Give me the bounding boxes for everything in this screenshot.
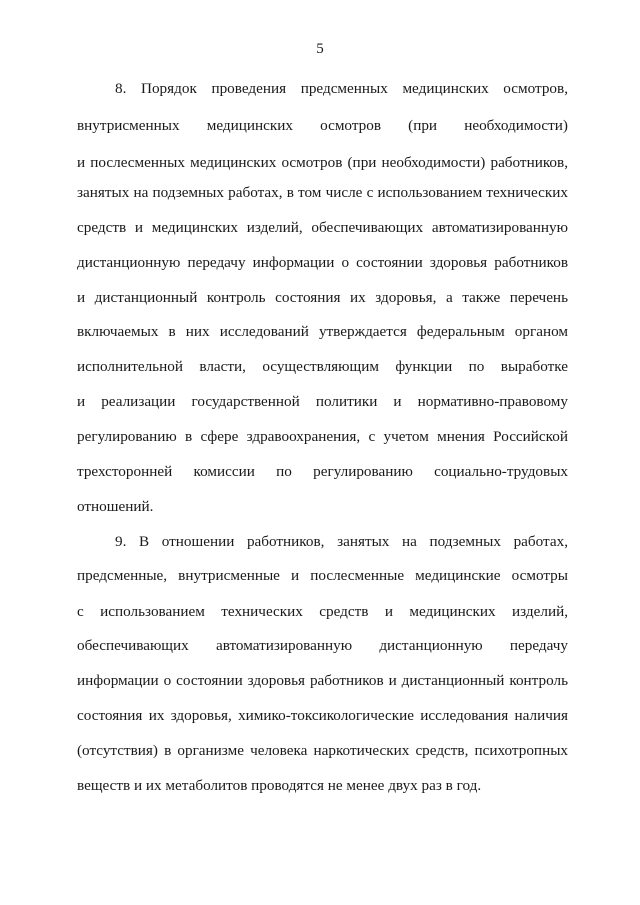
paragraph-line: исполнительной власти, осуществляющим функции по выработке: [77, 358, 568, 375]
paragraph-line: состояния их здоровья, химико-токсикологические исследования наличия: [77, 707, 568, 724]
paragraph-line: средств и медицинских изделий, обеспечивающих автоматизированную: [77, 219, 568, 236]
paragraph-line: занятых на подземных работах, в том числе с использованием технических: [77, 184, 568, 201]
paragraph-line: (отсутствия) в организме человека наркотических средств, психотропных: [77, 742, 568, 759]
page-number: 5: [316, 41, 324, 57]
paragraph-line: информации о состоянии здоровья работников и дистанционный контроль: [77, 672, 568, 689]
paragraph-line: внутрисменных медицинских осмотров (при необходимости): [77, 117, 568, 134]
paragraph-line: веществ и их метаболитов проводятся не менее двух раз в год.: [77, 777, 482, 794]
paragraph-line: регулированию в сфере здравоохранения, с учетом мнения Российской: [77, 428, 568, 445]
paragraph-line: включаемых в них исследований утверждается федеральным органом: [77, 323, 568, 340]
paragraph-line: обеспечивающих автоматизированную дистанционную передачу: [77, 637, 568, 654]
paragraph-line: отношений.: [77, 498, 154, 515]
paragraph-line: и дистанционный контроль состояния их здоровья, а также перечень: [77, 289, 568, 306]
paragraph-line: 9. В отношении работников, занятых на подземных работах,: [115, 533, 568, 550]
paragraph-line: и реализации государственной политики и нормативно-правовому: [77, 393, 568, 410]
paragraph-line: 8. Порядок проведения предсменных медицинских осмотров,: [115, 80, 568, 97]
paragraph-line: с использованием технических средств и медицинских изделий,: [77, 603, 568, 620]
paragraph-line: дистанционную передачу информации о состоянии здоровья работников: [77, 254, 568, 271]
paragraph-line: и послесменных медицинских осмотров (при необходимости) работников,: [77, 154, 568, 171]
paragraph-line: трехсторонней комиссии по регулированию социально-трудовых: [77, 463, 568, 480]
paragraph-line: предсменные, внутрисменные и послесменные медицинские осмотры: [77, 567, 568, 584]
